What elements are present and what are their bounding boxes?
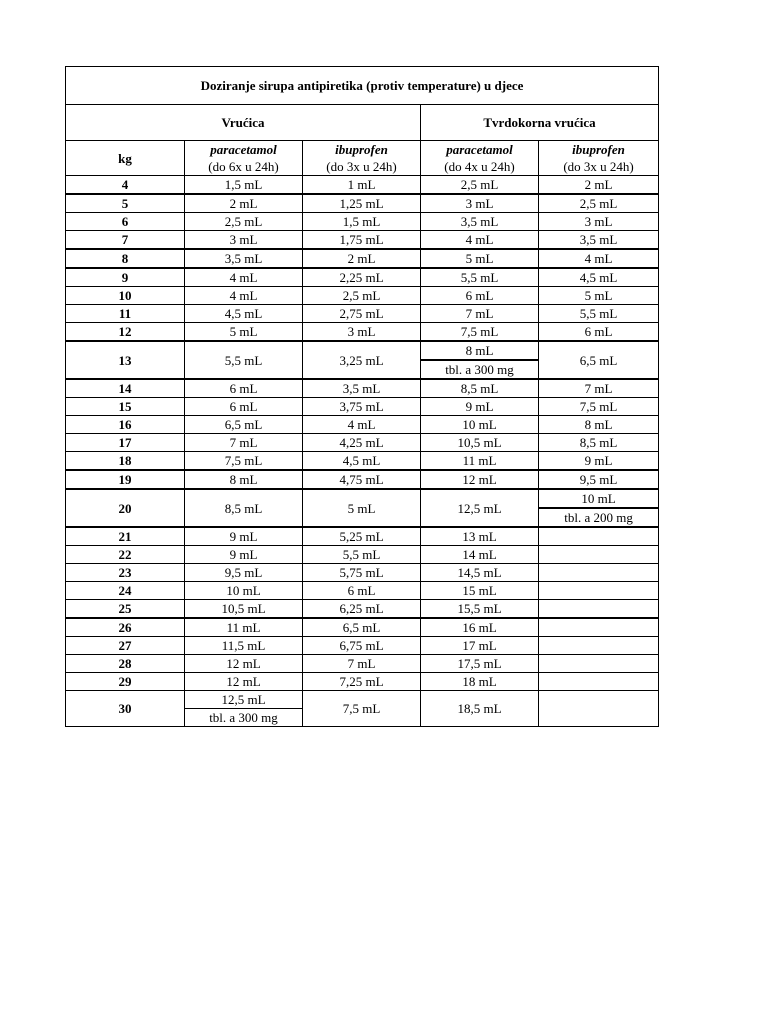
weight-cell: 6 [66, 213, 185, 231]
dose-cell: 9 mL [421, 398, 539, 416]
dose-cell: 2 mL [303, 249, 421, 268]
dose-cell: 5,25 mL [303, 527, 421, 546]
table-row [66, 618, 659, 637]
dose-cell: 9,5 mL [539, 470, 659, 489]
table-row [66, 379, 659, 398]
dose-cell: 3 mL [421, 194, 539, 213]
dose-cell: 3,25 mL [303, 341, 421, 379]
dose-cell: 18 mL [421, 673, 539, 691]
weight-cell: 10 [66, 287, 185, 305]
dose-cell: 3,75 mL [303, 398, 421, 416]
dose-cell: 17,5 mL [421, 655, 539, 673]
dose-cell: 12 mL [185, 655, 303, 673]
table-row [66, 249, 659, 268]
dose-cell: 3,5 mL [539, 231, 659, 250]
weight-cell: 25 [66, 600, 185, 619]
weight-cell: 19 [66, 470, 185, 489]
dose-cell: 8,5 mL [539, 434, 659, 452]
table-row [66, 398, 659, 416]
drug-header: ibuprofen [539, 141, 659, 159]
dose-cell: 3 mL [539, 213, 659, 231]
dose-cell: 10 mL [421, 416, 539, 434]
table-row [66, 452, 659, 471]
dose-cell: 1,75 mL [303, 231, 421, 250]
dose-cell: 1 mL [303, 176, 421, 195]
weight-cell: 20 [66, 489, 185, 527]
table-row [66, 691, 659, 709]
dose-cell: 6 mL [303, 582, 421, 600]
dose-cell: 7 mL [185, 434, 303, 452]
dose-cell [539, 637, 659, 655]
table-row [66, 287, 659, 305]
dose-cell: 2,25 mL [303, 268, 421, 287]
table-row [66, 489, 659, 508]
dose-cell [539, 618, 659, 637]
weight-cell: 27 [66, 637, 185, 655]
table-row [66, 176, 659, 195]
tablet-note-cell: tbl. a 200 mg [539, 508, 659, 527]
dose-cell: 8 mL [539, 416, 659, 434]
table-row [66, 305, 659, 323]
drug-frequency: (do 6x u 24h) [185, 158, 303, 176]
dose-cell: 5,5 mL [421, 268, 539, 287]
table-row [66, 434, 659, 452]
table-row [66, 600, 659, 619]
weight-cell: 13 [66, 341, 185, 379]
dose-cell: 2,5 mL [539, 194, 659, 213]
dose-cell: 7 mL [303, 655, 421, 673]
dose-cell: 3,5 mL [421, 213, 539, 231]
weight-cell: 16 [66, 416, 185, 434]
dose-cell: 9 mL [185, 527, 303, 546]
dose-cell: 5,5 mL [303, 546, 421, 564]
dose-cell: 7,5 mL [303, 691, 421, 727]
table-row [66, 546, 659, 564]
weight-cell: 12 [66, 323, 185, 342]
dose-cell: 3 mL [303, 323, 421, 342]
dose-cell: 15 mL [421, 582, 539, 600]
table-row [66, 341, 659, 360]
dose-cell: 5 mL [303, 489, 421, 527]
dose-cell: 12,5 mL [421, 489, 539, 527]
dose-cell [539, 673, 659, 691]
dose-cell: 18,5 mL [421, 691, 539, 727]
dose-cell: 8 mL [421, 341, 539, 360]
dose-cell: 9,5 mL [185, 564, 303, 582]
dose-cell: 7,5 mL [185, 452, 303, 471]
table-row [66, 655, 659, 673]
dose-cell: 11 mL [185, 618, 303, 637]
dose-cell: 11,5 mL [185, 637, 303, 655]
dose-cell [539, 546, 659, 564]
dose-cell: 4,75 mL [303, 470, 421, 489]
dose-cell: 4,5 mL [185, 305, 303, 323]
dose-cell: 10 mL [185, 582, 303, 600]
dose-cell: 1,25 mL [303, 194, 421, 213]
dose-cell: 9 mL [185, 546, 303, 564]
dose-cell: 7,25 mL [303, 673, 421, 691]
dose-cell [539, 564, 659, 582]
weight-cell: 28 [66, 655, 185, 673]
dose-cell: 6 mL [185, 379, 303, 398]
table-row [66, 582, 659, 600]
weight-cell: 26 [66, 618, 185, 637]
weight-cell: 9 [66, 268, 185, 287]
dose-cell: 2,5 mL [303, 287, 421, 305]
dose-cell: 6,75 mL [303, 637, 421, 655]
drug-header: paracetamol [185, 141, 303, 159]
dose-cell: 7,5 mL [421, 323, 539, 342]
dose-cell: 6,5 mL [303, 618, 421, 637]
table-row [66, 470, 659, 489]
table-row [66, 323, 659, 342]
weight-cell: 11 [66, 305, 185, 323]
dose-cell: 6 mL [539, 323, 659, 342]
weight-cell: 5 [66, 194, 185, 213]
table-row [66, 637, 659, 655]
dose-cell: 13 mL [421, 527, 539, 546]
dose-cell: 9 mL [539, 452, 659, 471]
dose-cell: 8,5 mL [421, 379, 539, 398]
dose-cell: 5,5 mL [185, 341, 303, 379]
dose-cell: 5 mL [185, 323, 303, 342]
weight-cell: 21 [66, 527, 185, 546]
dose-cell: 11 mL [421, 452, 539, 471]
dose-cell: 12 mL [185, 673, 303, 691]
dose-cell: 4 mL [185, 268, 303, 287]
dose-cell [539, 655, 659, 673]
weight-cell: 8 [66, 249, 185, 268]
dose-cell: 15,5 mL [421, 600, 539, 619]
drug-frequency: (do 3x u 24h) [539, 158, 659, 176]
dose-cell: 2 mL [185, 194, 303, 213]
dose-cell [539, 691, 659, 727]
table-title: Doziranje sirupa antipiretika (protiv temperature) u djece [66, 67, 659, 105]
weight-cell: 23 [66, 564, 185, 582]
dose-cell: 3,5 mL [303, 379, 421, 398]
dose-cell: 8,5 mL [185, 489, 303, 527]
dose-cell: 1,5 mL [185, 176, 303, 195]
kg-header: kg [66, 141, 185, 176]
weight-cell: 24 [66, 582, 185, 600]
dose-cell: 5,5 mL [539, 305, 659, 323]
drug-frequency: (do 3x u 24h) [303, 158, 421, 176]
dose-cell: 1,5 mL [303, 213, 421, 231]
dose-cell: 5,75 mL [303, 564, 421, 582]
dose-cell: 4,25 mL [303, 434, 421, 452]
weight-cell: 22 [66, 546, 185, 564]
table-row [66, 231, 659, 250]
drug-frequency: (do 4x u 24h) [421, 158, 539, 176]
dose-cell: 4 mL [185, 287, 303, 305]
table-row [66, 416, 659, 434]
table-row [66, 564, 659, 582]
dose-cell: 4,5 mL [539, 268, 659, 287]
group-header-vrucica: Vrućica [66, 105, 421, 141]
group-header-tvrdokorna: Tvrdokorna vrućica [421, 105, 659, 141]
dosage-table [65, 66, 659, 727]
dose-cell: 2,5 mL [421, 176, 539, 195]
dose-cell: 6,5 mL [539, 341, 659, 379]
dose-cell: 4,5 mL [303, 452, 421, 471]
dose-cell: 6,5 mL [185, 416, 303, 434]
table-row [66, 268, 659, 287]
dose-cell: 7 mL [421, 305, 539, 323]
dose-cell: 3,5 mL [185, 249, 303, 268]
dose-cell: 5 mL [539, 287, 659, 305]
dose-cell: 10 mL [539, 489, 659, 508]
dose-cell: 10,5 mL [421, 434, 539, 452]
table-row [66, 527, 659, 546]
dose-cell: 12 mL [421, 470, 539, 489]
dose-cell: 12,5 mL [185, 691, 303, 709]
drug-header: ibuprofen [303, 141, 421, 159]
weight-cell: 7 [66, 231, 185, 250]
weight-cell: 17 [66, 434, 185, 452]
weight-cell: 15 [66, 398, 185, 416]
dose-cell: 8 mL [185, 470, 303, 489]
dose-cell: 2 mL [539, 176, 659, 195]
dose-cell [539, 600, 659, 619]
dose-cell: 6 mL [421, 287, 539, 305]
drug-header: paracetamol [421, 141, 539, 159]
dose-cell: 6,25 mL [303, 600, 421, 619]
dose-cell: 2,75 mL [303, 305, 421, 323]
weight-cell: 18 [66, 452, 185, 471]
weight-cell: 30 [66, 691, 185, 727]
dose-cell: 14,5 mL [421, 564, 539, 582]
dose-cell: 3 mL [185, 231, 303, 250]
dose-cell: 5 mL [421, 249, 539, 268]
dose-cell: 4 mL [539, 249, 659, 268]
dose-cell: 7,5 mL [539, 398, 659, 416]
weight-cell: 14 [66, 379, 185, 398]
dose-cell: 2,5 mL [185, 213, 303, 231]
table-row [66, 194, 659, 213]
dose-cell: 7 mL [539, 379, 659, 398]
dose-cell: 4 mL [303, 416, 421, 434]
dose-cell: 10,5 mL [185, 600, 303, 619]
dose-cell: 4 mL [421, 231, 539, 250]
dose-cell: 14 mL [421, 546, 539, 564]
weight-cell: 29 [66, 673, 185, 691]
tablet-note-cell: tbl. a 300 mg [185, 709, 303, 727]
dose-cell [539, 582, 659, 600]
table-row [66, 213, 659, 231]
dose-cell: 17 mL [421, 637, 539, 655]
table-row [66, 673, 659, 691]
weight-cell: 4 [66, 176, 185, 195]
dose-cell [539, 527, 659, 546]
dose-cell: 6 mL [185, 398, 303, 416]
tablet-note-cell: tbl. a 300 mg [421, 360, 539, 379]
dose-cell: 16 mL [421, 618, 539, 637]
